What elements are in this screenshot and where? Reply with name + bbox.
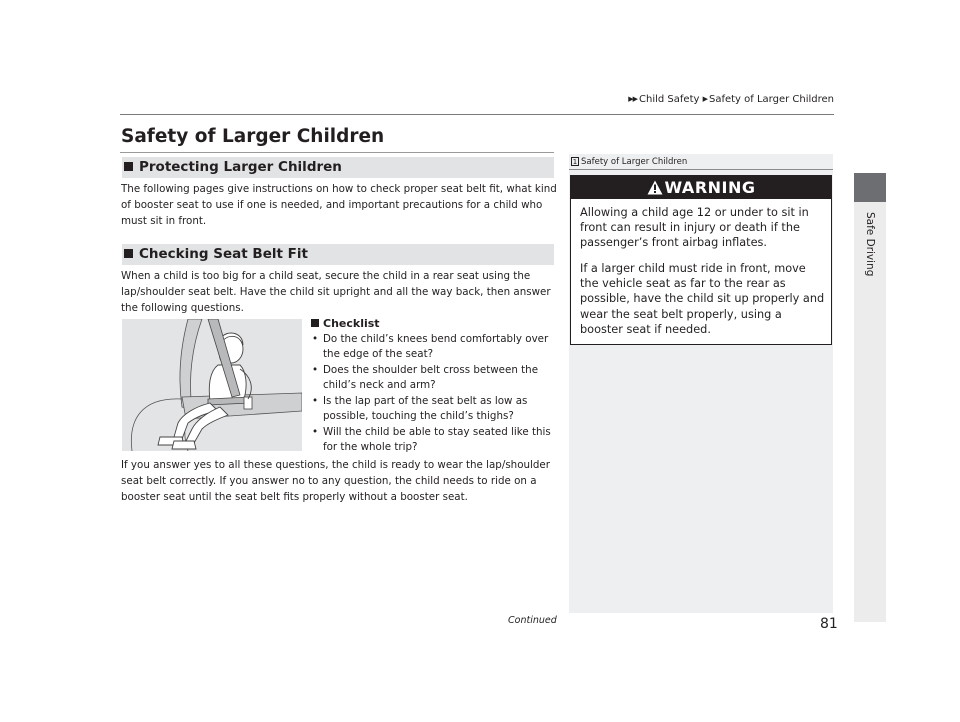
checklist-items <box>311 332 557 456</box>
title-divider <box>120 152 554 153</box>
page-title: Safety of Larger Children <box>121 126 385 147</box>
warning-paragraph: Allowing a child age 12 or under to sit in front can result in injury or death if the passenger’s front airbag inflates. <box>580 206 809 250</box>
list-item: • Will the child be able to stay seated like this for the whole trip? <box>311 425 557 456</box>
breadcrumb-item-child-safety[interactable]: Child Safety <box>639 94 700 105</box>
side-tab-label: Safe Driving <box>864 212 876 277</box>
header-divider <box>120 114 834 115</box>
side-tab-marker <box>854 173 886 202</box>
breadcrumb-item-current[interactable]: Safety of Larger Children <box>708 94 834 105</box>
warning-header <box>571 176 831 199</box>
section-heading-text: Checking Seat Belt Fit <box>139 246 308 262</box>
section-heading-text: Protecting Larger Children <box>139 159 342 175</box>
square-marker-icon <box>311 319 319 327</box>
list-item: • Is the lap part of the seat belt as low as possible, touching the child’s thighs? <box>311 394 557 425</box>
warning-box <box>570 175 832 345</box>
checklist-heading: Checklist <box>311 316 557 332</box>
warning-triangle-icon <box>647 178 663 201</box>
list-item: • Does the shoulder belt cross between the child’s neck and arm? <box>311 363 557 394</box>
checklist <box>311 316 557 456</box>
side-note-title[interactable] <box>571 157 687 167</box>
side-tab[interactable] <box>858 212 882 302</box>
page-number: 81 <box>820 616 838 632</box>
child-seatbelt-illustration <box>122 319 302 451</box>
double-triangle-icon: ▶ <box>702 95 707 103</box>
checking-outro: If you answer yes to all these questions, the child is ready to wear the lap/shoulder seat belt correctly. If you answer no to any question, the child needs to ride on a booster seat until the seat belt fits properly without a booster seat. <box>121 459 550 503</box>
section-heading-checking <box>122 244 554 265</box>
warning-paragraph: If a larger child must ride in front, move the vehicle seat as far to the rear as possible, have the child sit up properly and wear the seat belt properly, using a booster seat if needed. <box>580 262 825 336</box>
list-item: • Do the child’s knees bend comfortably over the edge of the seat? <box>311 332 557 363</box>
side-note-divider <box>569 169 833 170</box>
checking-intro: When a child is too big for a child seat, secure the child in a rear seat using the lap/shoulder seat belt. Have the child sit upright and all the way back, then answer the following questions. <box>121 270 551 314</box>
continued-label: Continued <box>508 615 557 626</box>
side-note-title-text: Safety of Larger Children <box>581 157 688 167</box>
double-triangle-icon: ▶▶ <box>628 95 638 103</box>
warning-label: WARNING <box>664 178 756 197</box>
square-marker-icon <box>124 162 133 171</box>
protecting-body: The following pages give instructions on how to check proper seat belt fit, what kind of booster seat to use if one is needed, and important precautions for a child who must sit in front. <box>121 183 557 227</box>
note-number: 1 <box>572 158 578 166</box>
section-heading-protecting <box>122 157 554 178</box>
square-marker-icon <box>124 249 133 258</box>
breadcrumb <box>612 94 834 105</box>
